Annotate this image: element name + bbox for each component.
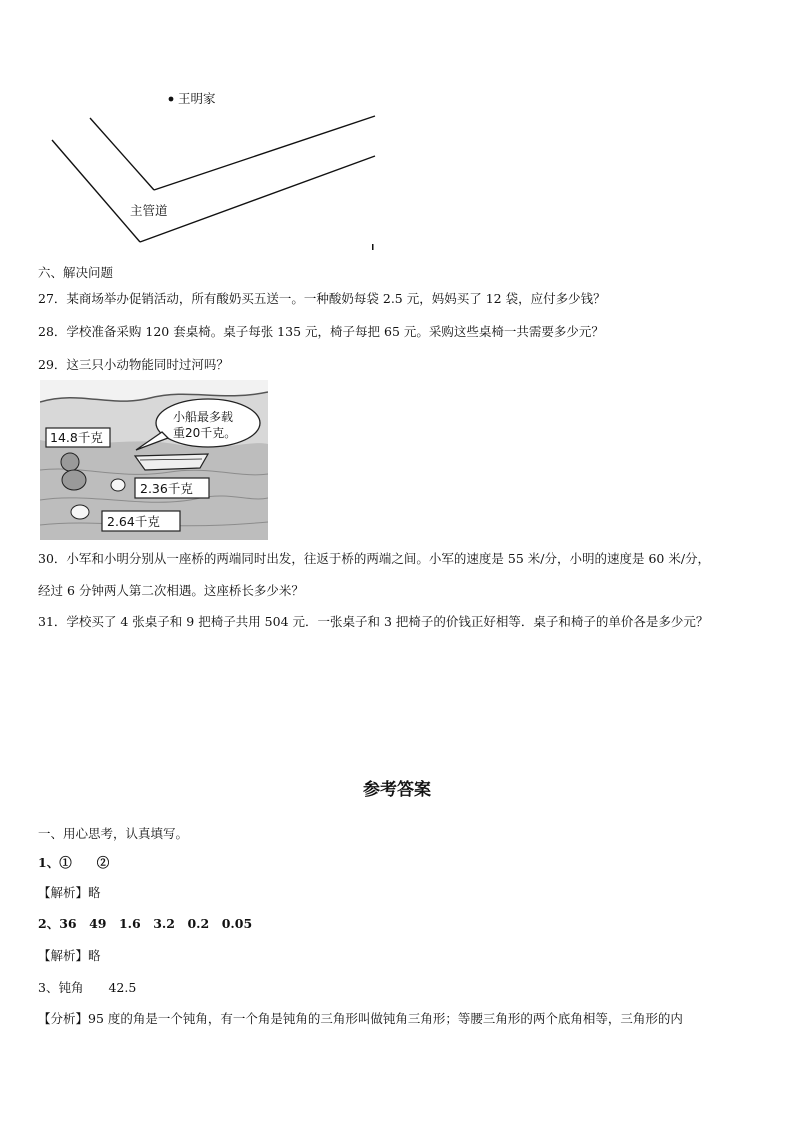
home-dot [169, 97, 174, 102]
question-27: 27．某商场举办促销活动，所有酸奶买五送一。一种酸奶每袋 2.5 元，妈妈买了 12 袋，应付多少钱？ [38, 291, 606, 306]
question-29: 29．这三只小动物能同时过河吗？ [38, 357, 229, 372]
main-road-diagonal [52, 140, 140, 242]
question-28: 28．学校准备采购 120 套桌椅。桌子每张 135 元，椅子每把 65 元。采购这些桌椅一共需要多少元？ [38, 324, 604, 339]
answers-section-1: 一、用心思考，认真填写。 [38, 826, 189, 841]
pipe-line-inner-horizontal [154, 116, 375, 190]
main-road-horizontal [140, 156, 375, 242]
answer-1: 1、① ② [38, 855, 110, 870]
answer-3: 3、钝角 42.5 [38, 980, 137, 995]
weight-label-third: 2.64千克 [107, 514, 160, 529]
question-30-line-1: 30．小军和小明分别从一座桥的两端同时出发，往返于桥的两端之间。小军的速度是 55 米/分，小明的速度是 60 米/分， [38, 551, 711, 566]
answer-2-note: 【解析】略 [38, 948, 101, 963]
corner-mark [372, 244, 374, 250]
answer-2: 2、36 49 1.6 3.2 0.2 0.05 [38, 916, 253, 931]
speech-line-2: 重20千克。 [173, 426, 237, 440]
home-label: 王明家 [178, 91, 216, 106]
question-31: 31．学校买了 4 张桌子和 9 把椅子共用 504 元．一张桌子和 3 把椅子的价钱正好相等．桌子和椅子的单价各是多少元？ [38, 614, 709, 629]
weight-label-rabbit: 2.36千克 [140, 481, 193, 496]
question-30-line-2: 经过 6 分钟两人第二次相遇。这座桥长多少米？ [38, 583, 304, 598]
answers-title: 参考答案 [363, 780, 431, 800]
pipe-line-inner-diagonal [90, 118, 154, 190]
river-illustration [40, 380, 268, 540]
speech-line-1: 小船最多载 [173, 410, 234, 424]
answer-3-note: 【分析】95 度的角是一个钝角，有一个角是钝角的三角形叫做钝角三角形；等腰三角形的两个底角相等，三角形的内 [38, 1011, 683, 1026]
road-label: 主管道 [130, 203, 168, 218]
weight-label-monkey: 14.8千克 [50, 430, 103, 445]
map-diagram [40, 80, 385, 255]
answer-1-note: 【解析】略 [38, 885, 101, 900]
section-title: 六、解决问题 [38, 265, 114, 280]
